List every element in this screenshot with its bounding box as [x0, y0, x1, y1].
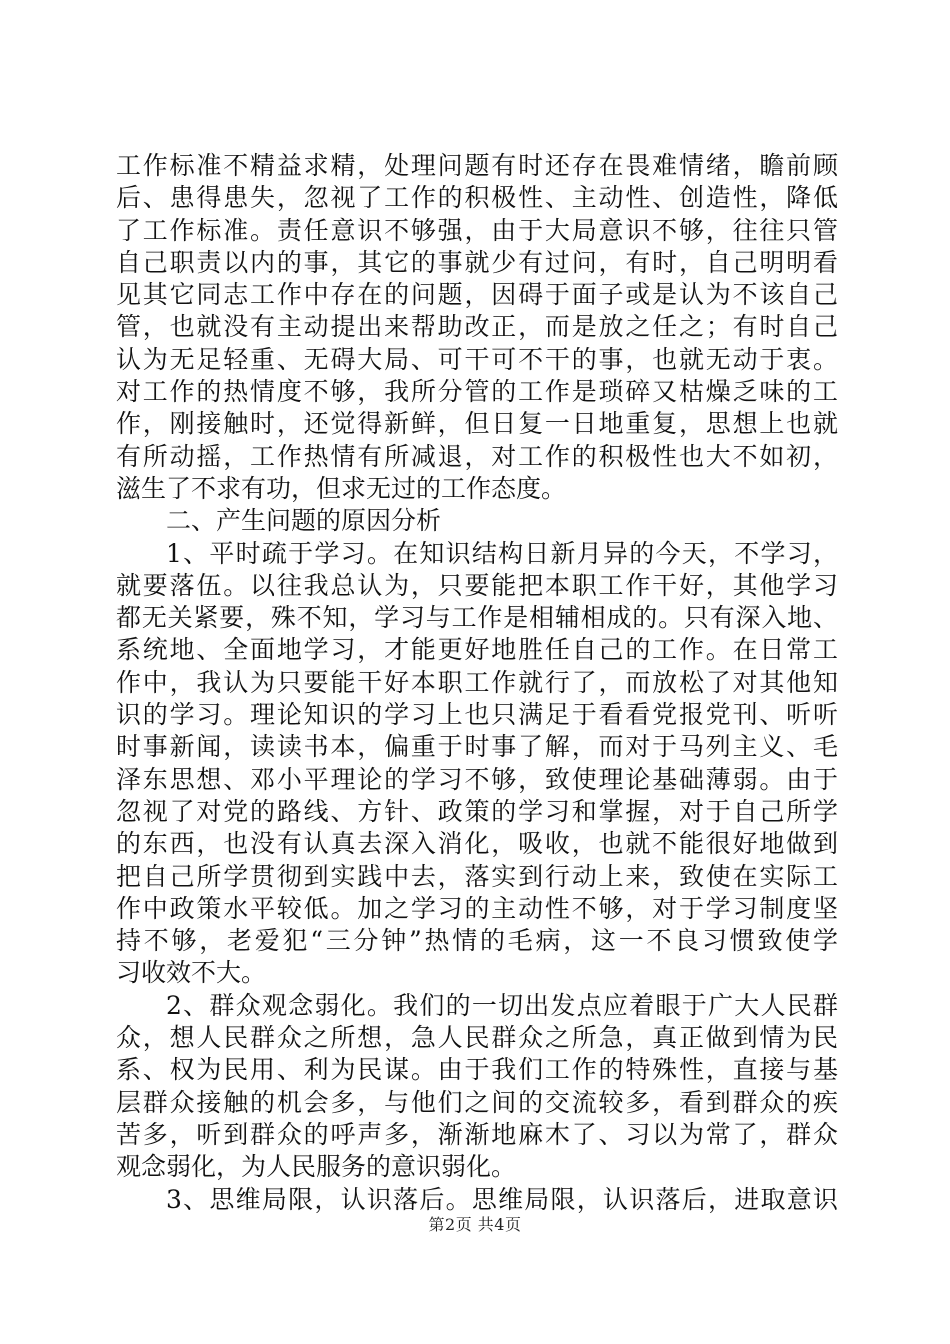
text-line: 就要落伍。以往我总认为，只要能把本职工作干好，其他学习 [116, 570, 838, 600]
text-line: 二、产生问题的原因分析 [166, 506, 442, 536]
text-line: 作中政策水平较低。加之学习的主动性不够，对于学习制度坚 [116, 893, 838, 923]
text-line: 2、群众观念弱化。我们的一切出发点应着眼于广大人民群 [166, 990, 838, 1020]
text-line: 苦多，听到群众的呼声多，渐渐地麻木了、习以为常了，群众 [116, 1119, 838, 1149]
text-line: 系、权为民用、利为民谋。由于我们工作的特殊性，直接与基 [116, 1055, 838, 1085]
text-line: 泽东思想、邓小平理论的学习不够，致使理论基础薄弱。由于 [116, 764, 838, 794]
text-line: 识的学习。理论知识的学习上也只满足于看看党报党刊、听听 [116, 700, 838, 730]
text-line: 作中，我认为只要能干好本职工作就行了，而放松了对其他知 [116, 667, 838, 697]
text-line: 作，刚接触时，还觉得新鲜，但日复一日地重复，思想上也就 [116, 409, 838, 439]
text-line: 了工作标准。责任意识不够强，由于大局意识不够，往往只管 [116, 215, 838, 245]
text-line: 滋生了不求有功，但求无过的工作态度。 [116, 473, 567, 503]
text-line: 自己职责以内的事，其它的事就少有过问，有时，自己明明看 [116, 247, 838, 277]
text-line: 系统地、全面地学习，才能更好地胜任自己的工作。在日常工 [116, 635, 838, 665]
text-line: 观念弱化，为人民服务的意识弱化。 [116, 1152, 517, 1182]
text-line: 3、思维局限，认识落后。思维局限，认识落后，进取意识 [166, 1184, 838, 1214]
page-footer: 第2页 共4页 [428, 1215, 522, 1234]
body-text [116, 150, 838, 1216]
text-line: 1、平时疏于学习。在知识结构日新月异的今天，不学习， [166, 538, 838, 568]
text-line: 工作标准不精益求精，处理问题有时还存在畏难情绪，瞻前顾 [116, 151, 838, 180]
text-line: 时事新闻，读读书本，偏重于时事了解，而对于马列主义、毛 [116, 732, 838, 762]
text-line: 认为无足轻重、无碍大局、可干可不干的事，也就无动于衷。 [116, 344, 838, 374]
text-line: 把自己所学贯彻到实践中去，落实到行动上来，致使在实际工 [116, 861, 838, 891]
text-line: 众，想人民群众之所想，急人民群众之所急，真正做到情为民 [116, 1023, 838, 1053]
text-line: 见其它同志工作中存在的问题，因碍于面子或是认为不该自己 [116, 280, 838, 310]
text-line: 管，也就没有主动提出来帮助改正，而是放之任之；有时自己 [116, 312, 838, 342]
text-line: 后、患得患失，忽视了工作的积极性、主动性、创造性，降低 [116, 183, 838, 213]
text-line: 持不够，老爱犯“三分钟”热情的毛病，这一不良习惯致使学 [116, 926, 838, 956]
text-line: 习收效不大。 [116, 958, 267, 988]
text-line: 层群众接触的机会多，与他们之间的交流较多，看到群众的疾 [116, 1087, 838, 1117]
text-line: 忽视了对党的路线、方针、政策的学习和掌握，对于自己所学 [116, 796, 838, 826]
text-line: 有所动摇，工作热情有所减退，对工作的积极性也大不如初， [116, 441, 838, 471]
text-line: 对工作的热情度不够，我所分管的工作是琐碎又枯燥乏味的工 [116, 377, 838, 407]
text-line: 都无关紧要，殊不知，学习与工作是相辅相成的。只有深入地、 [116, 603, 838, 633]
text-line: 的东西，也没有认真去深入消化，吸收，也就不能很好地做到 [116, 829, 838, 859]
